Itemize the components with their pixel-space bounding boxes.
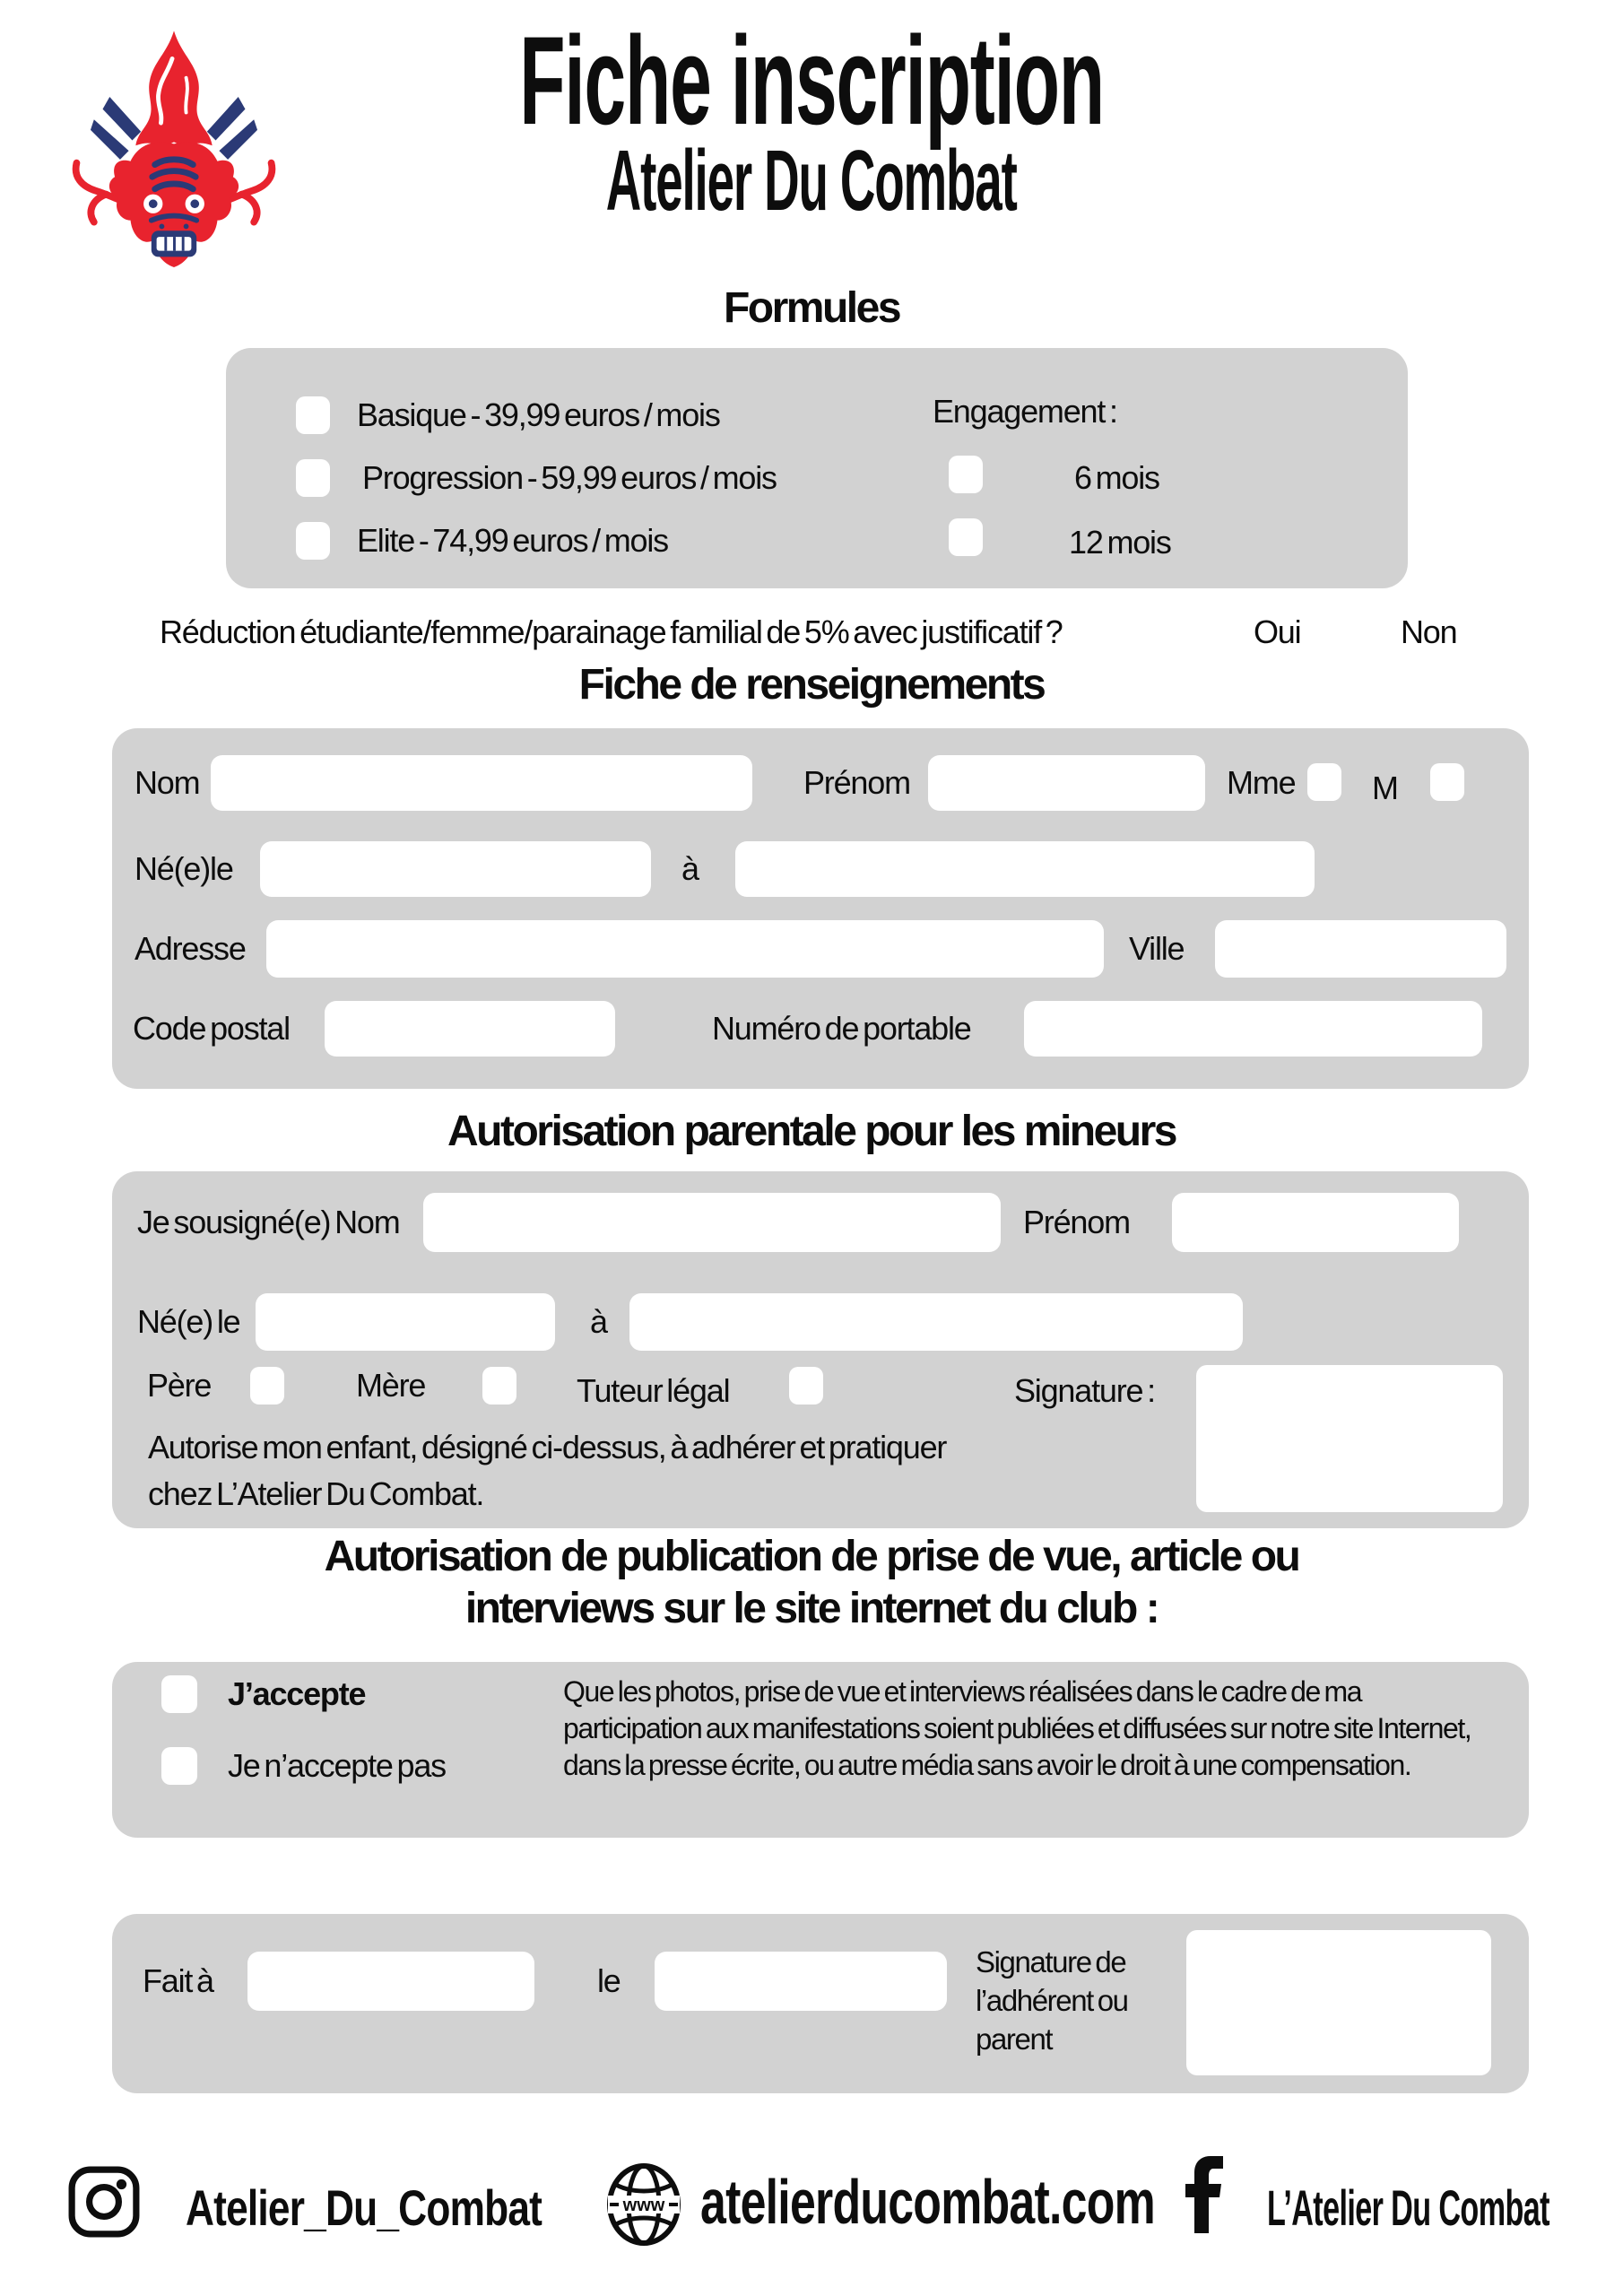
adresse-input[interactable] <box>266 920 1104 978</box>
formule-basique-checkbox[interactable] <box>296 396 330 434</box>
engagement-6mois-checkbox[interactable] <box>949 456 983 493</box>
le-label: le <box>597 1962 621 1999</box>
nom-input[interactable] <box>211 755 752 811</box>
mme-label: Mme <box>1227 764 1296 801</box>
facebook-page-name: L’Atelier Du Combat <box>1267 2179 1549 2236</box>
mere-label: Mère <box>356 1367 426 1404</box>
pere-label: Père <box>147 1367 212 1404</box>
portable-input[interactable] <box>1024 1001 1482 1057</box>
parent-sousigne-label: Je sousigné(e) Nom <box>137 1204 400 1240</box>
facebook-icon <box>1185 2156 1227 2233</box>
engagement-12mois-label: 12 mois <box>1069 524 1171 561</box>
formule-progression-label: Progression - 59,99 euros / mois <box>362 459 777 496</box>
mere-checkbox[interactable] <box>482 1367 516 1405</box>
reduction-question: Réduction étudiante/femme/parainage familial de 5% avec justificatif ? <box>160 613 1063 650</box>
birthdate-input[interactable] <box>260 841 651 897</box>
parent-birthplace-input[interactable] <box>629 1293 1243 1351</box>
fait-a-input[interactable] <box>247 1952 534 2011</box>
fait-a-label: Fait à <box>143 1962 213 1999</box>
engagement-6mois-label: 6 mois <box>1074 459 1159 496</box>
page-title: Fiche inscription <box>519 10 1104 151</box>
adresse-label: Adresse <box>135 930 246 967</box>
m-label: M <box>1372 770 1398 806</box>
formules-heading: Formules <box>723 284 900 332</box>
parent-prenom-label: Prénom <box>1023 1204 1130 1240</box>
formule-progression-checkbox[interactable] <box>296 459 330 497</box>
engagement-label: Engagement : <box>933 393 1117 430</box>
instagram-handle: Atelier_Du_Combat <box>186 2179 542 2236</box>
website-url: atelierducombat.com <box>700 2167 1155 2237</box>
parent-nom-input[interactable] <box>423 1193 1001 1252</box>
prenom-input[interactable] <box>928 755 1205 811</box>
parent-signature-box[interactable] <box>1196 1365 1503 1512</box>
parent-signature-label: Signature : <box>1014 1372 1155 1409</box>
publication-heading-line1: Autorisation de publication de prise de vue, article ou <box>324 1533 1299 1580</box>
birthplace-input[interactable] <box>735 841 1315 897</box>
parent-birthdate-label: Né(e) le <box>137 1303 240 1340</box>
ville-label: Ville <box>1129 930 1185 967</box>
formule-basique-label: Basique - 39,99 euros / mois <box>357 396 720 433</box>
parental-heading: Autorisation parentale pour les mineurs <box>447 1108 1176 1155</box>
reduction-oui-option[interactable]: Oui <box>1254 613 1301 650</box>
birthdate-label: Né(e)le <box>135 850 233 887</box>
engagement-12mois-checkbox[interactable] <box>949 518 983 556</box>
publication-heading-line2: interviews sur le site internet du club : <box>464 1585 1159 1632</box>
globe-www-icon <box>606 2163 681 2246</box>
reduction-non-option[interactable]: Non <box>1401 613 1457 650</box>
code-postal-input[interactable] <box>325 1001 615 1057</box>
date-input[interactable] <box>655 1952 947 2011</box>
tuteur-checkbox[interactable] <box>789 1367 823 1405</box>
closing-signature-box[interactable] <box>1186 1930 1491 2075</box>
svg-text:www: www <box>622 2196 665 2215</box>
prenom-label: Prénom <box>803 764 910 801</box>
publication-body: Que les photos, prise de vue et interviews réalisées dans le cadre de ma participation aux manifestations soient publiées et diffusées sur notre site Internet, dans la presse écrite, ou autre média sans avoir le droit à une compensation. <box>563 1675 1471 1781</box>
ville-input[interactable] <box>1215 920 1506 978</box>
parent-prenom-input[interactable] <box>1172 1193 1459 1252</box>
parent-birthplace-a-label: à <box>590 1303 607 1340</box>
formule-elite-label: Elite - 74,99 euros / mois <box>357 522 668 559</box>
page-subtitle: Atelier Du Combat <box>606 133 1017 229</box>
refuse-label: Je n’accepte pas <box>228 1747 446 1784</box>
code-postal-label: Code postal <box>133 1010 290 1047</box>
portable-label: Numéro de portable <box>712 1010 971 1047</box>
parent-birthdate-input[interactable] <box>256 1293 555 1351</box>
civility-mme-checkbox[interactable] <box>1307 763 1341 801</box>
refuse-checkbox[interactable] <box>161 1747 197 1785</box>
closing-signature-label: Signature de l’adhérent ou parent <box>976 1945 1128 2056</box>
instagram-icon <box>67 2165 141 2239</box>
nom-label: Nom <box>135 764 200 801</box>
accept-label: J’accepte <box>228 1675 366 1712</box>
accept-checkbox[interactable] <box>161 1675 197 1713</box>
civility-m-checkbox[interactable] <box>1430 763 1464 801</box>
autorise-line2: chez L’Atelier Du Combat. <box>148 1475 484 1512</box>
birthplace-a-label: à <box>681 850 699 887</box>
tuteur-label: Tuteur légal <box>577 1372 730 1409</box>
pere-checkbox[interactable] <box>250 1367 284 1405</box>
info-heading: Fiche de renseignements <box>578 661 1045 709</box>
formule-elite-checkbox[interactable] <box>296 522 330 560</box>
autorise-line1: Autorise mon enfant, désigné ci-dessus, à adhérer et pratiquer <box>148 1429 947 1465</box>
